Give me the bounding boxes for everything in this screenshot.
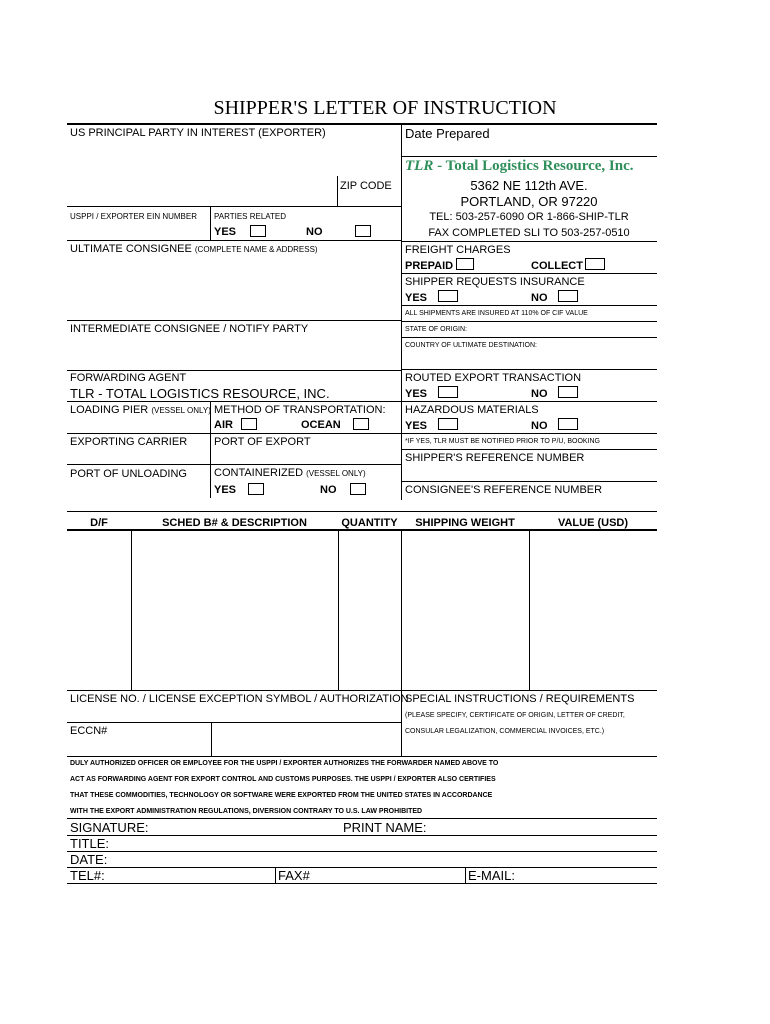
address-line-1: 5362 NE 112th AVE. (470, 178, 588, 193)
intermediate-consignee-label: INTERMEDIATE CONSIGNEE / NOTIFY PARTY (70, 323, 309, 335)
form-title: SHIPPER'S LETTER OF INSTRUCTION (213, 97, 557, 119)
air-checkbox[interactable] (241, 418, 257, 430)
port-export-label: PORT OF EXPORT (214, 436, 311, 448)
parties-yes-checkbox[interactable] (250, 225, 266, 237)
state-origin-label: STATE OF ORIGIN: (405, 326, 467, 333)
containerized-yes-checkbox[interactable] (248, 483, 264, 495)
date-prepared-label: Date Prepared (405, 126, 490, 141)
disclaimer-line-2: ACT AS FORWARDING AGENT FOR EXPORT CONTROL AND CUSTOMS PURPOSES. THE USPPI / EXPORTER ALSO CERTIFIES (70, 776, 496, 783)
exporter-label: US PRINCIPAL PARTY IN INTEREST (EXPORTER) (70, 127, 326, 139)
containerized-yes-label: YES (214, 484, 237, 496)
print-name-label: PRINT NAME: (343, 820, 427, 835)
zip-code-label: ZIP CODE (340, 180, 392, 192)
col-header-quantity: QUANTITY (341, 517, 398, 529)
ocean-label: OCEAN (301, 419, 341, 431)
ein-label: USPPI / EXPORTER EIN NUMBER (70, 212, 197, 221)
freight-charges-label: FREIGHT CHARGES (405, 244, 511, 256)
country-destination-label: COUNTRY OF ULTIMATE DESTINATION: (405, 342, 537, 349)
date-label: DATE: (70, 852, 108, 867)
air-label: AIR (214, 419, 233, 431)
fax-label: FAX# (278, 868, 310, 883)
special-note-2: CONSULAR LEGALIZATION, COMMERCIAL INVOICES, ETC.) (405, 728, 605, 735)
parties-no-checkbox[interactable] (355, 225, 371, 237)
hazardous-yes-label: YES (405, 420, 428, 432)
containerized-no-label: NO (320, 484, 337, 496)
consignee-reference-label: CONSIGNEE'S REFERENCE NUMBER (405, 484, 603, 496)
company-fax: FAX COMPLETED SLI TO 503-257-0510 (428, 227, 630, 239)
parties-related-label: PARTIES RELATED (214, 212, 287, 221)
hazardous-yes-checkbox[interactable] (438, 418, 458, 430)
insurance-no-checkbox[interactable] (558, 290, 578, 302)
port-unloading-label: PORT OF UNLOADING (70, 468, 187, 480)
col-header-df: D/F (90, 517, 108, 529)
insurance-yes-label: YES (405, 292, 428, 304)
routed-yes-checkbox[interactable] (438, 386, 458, 398)
routed-no-checkbox[interactable] (558, 386, 578, 398)
hazardous-no-checkbox[interactable] (558, 418, 578, 430)
disclaimer-line-3: THAT THESE COMMODITIES, TECHNOLOGY OR SOFTWARE WERE EXPORTED FROM THE UNITED STATES IN ACCORDANCE (70, 792, 493, 799)
email-label: E-MAIL: (468, 868, 515, 883)
title-label: TITLE: (70, 836, 110, 851)
address-line-2: PORTLAND, OR 97220 (460, 194, 598, 209)
prepaid-checkbox[interactable] (456, 258, 474, 270)
insurance-label: SHIPPER REQUESTS INSURANCE (405, 276, 585, 288)
col-header-value: VALUE (USD) (557, 517, 629, 529)
collect-label: COLLECT (531, 260, 583, 272)
prepaid-label: PREPAID (405, 260, 454, 272)
hazardous-note: *IF YES, TLR MUST BE NOTIFIED PRIOR TO P/U, BOOKING (405, 438, 601, 445)
shipper-reference-label: SHIPPER'S REFERENCE NUMBER (405, 452, 585, 464)
col-header-shipping-weight: SHIPPING WEIGHT (415, 517, 515, 529)
description-area[interactable] (132, 531, 337, 689)
insured-note: ALL SHIPMENTS ARE INSURED AT 110% OF CIF VALUE (405, 310, 588, 317)
hazardous-no-label: NO (531, 420, 548, 432)
ocean-checkbox[interactable] (353, 418, 369, 430)
company-tel: TEL: 503-257-6090 OR 1-866-SHIP-TLR (429, 211, 629, 223)
routed-yes-label: YES (405, 388, 428, 400)
parties-yes-label: YES (214, 226, 237, 238)
title-rule (67, 123, 657, 125)
exporting-carrier-label: EXPORTING CARRIER (70, 436, 188, 448)
signature-label: SIGNATURE: (70, 820, 149, 835)
special-instructions-label: SPECIAL INSTRUCTIONS / REQUIREMENTS (405, 693, 635, 705)
parties-no-label: NO (306, 226, 323, 238)
hazardous-label: HAZARDOUS MATERIALS (405, 404, 539, 416)
method-transport-label: METHOD OF TRANSPORTATION: (214, 404, 386, 416)
company-name: TLR - Total Logistics Resource, Inc. (405, 158, 634, 174)
col-header-description: SCHED B# & DESCRIPTION (162, 517, 307, 529)
containerized-no-checkbox[interactable] (350, 483, 366, 495)
ultimate-consignee-label: ULTIMATE CONSIGNEE (COMPLETE NAME & ADDRESS) (70, 243, 318, 255)
forwarding-agent-label: FORWARDING AGENT (70, 372, 187, 384)
disclaimer-line-1: DULY AUTHORIZED OFFICER OR EMPLOYEE FOR THE USPPI / EXPORTER AUTHORIZES THE FORWARDER NAMED ABOVE TO (70, 760, 499, 767)
license-label: LICENSE NO. / LICENSE EXCEPTION SYMBOL / AUTHORIZATION (70, 693, 409, 705)
insurance-no-label: NO (531, 292, 548, 304)
collect-checkbox[interactable] (585, 258, 605, 270)
insurance-yes-checkbox[interactable] (438, 290, 458, 302)
forwarding-agent-value: TLR - TOTAL LOGISTICS RESOURCE, INC. (70, 386, 330, 401)
eccn-label: ECCN# (70, 725, 108, 737)
loading-pier-label: LOADING PIER (VESSEL ONLY) (70, 404, 211, 416)
tlr-logo-text: TLR (405, 158, 434, 174)
containerized-label: CONTAINERIZED (VESSEL ONLY) (214, 467, 366, 479)
tel-label: TEL#: (70, 868, 105, 883)
routed-no-label: NO (531, 388, 548, 400)
special-note-1: (PLEASE SPECIFY, CERTIFICATE OF ORIGIN, LETTER OF CREDIT, (405, 712, 625, 719)
disclaimer-line-4: WITH THE EXPORT ADMINISTRATION REGULATIONS, DIVERSION CONTRARY TO U.S. LAW PROHIBITED (70, 808, 423, 815)
routed-export-label: ROUTED EXPORT TRANSACTION (405, 372, 582, 384)
